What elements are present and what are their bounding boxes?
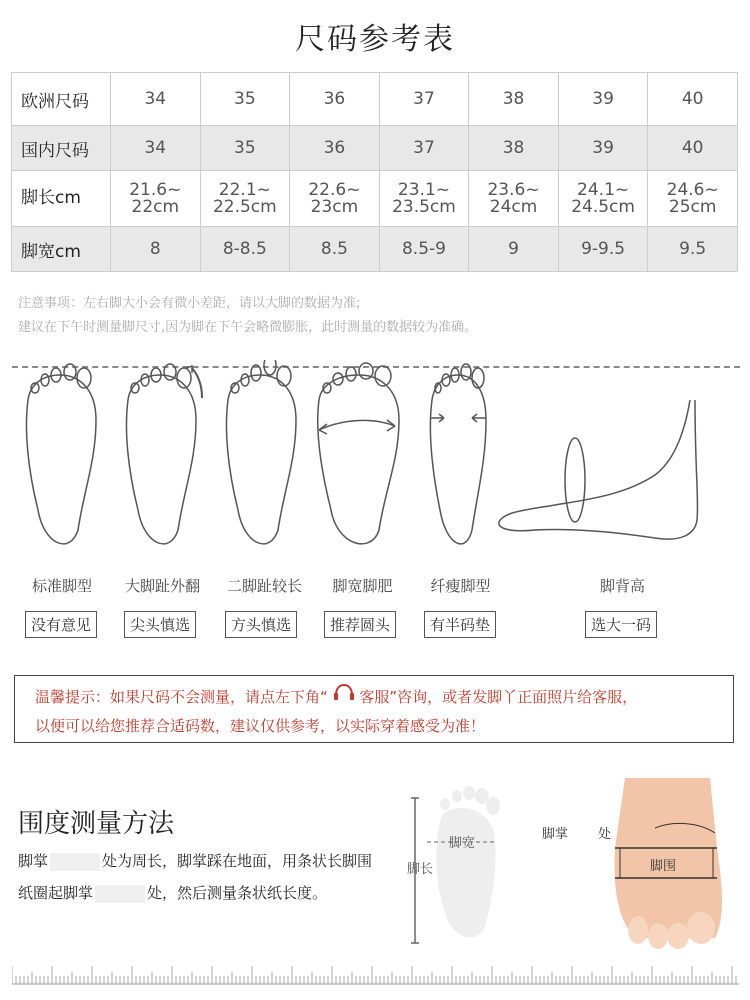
table-cell: 39 [558, 73, 648, 126]
wide-foot-icon [318, 363, 399, 544]
table-cell: 8-8.5 [200, 227, 290, 272]
table-cell: 22.1~ 22.5cm [200, 171, 290, 227]
table-row [12, 73, 738, 126]
svg-text:处: 处 [598, 827, 612, 842]
table-cell: 24.6~ 25cm [648, 171, 738, 227]
row-header: 脚宽cm [12, 227, 111, 272]
standard-foot-icon [26, 364, 96, 544]
footprint-icon [407, 786, 500, 943]
foot-type-label: 标准脚型 [31, 577, 92, 595]
row-header: 欧洲尺码 [12, 73, 111, 126]
table-cell: 23.6~ 24cm [469, 171, 559, 227]
svg-text:脚掌: 脚掌 [542, 827, 569, 842]
svg-text:脚围: 脚围 [650, 859, 677, 874]
headset-icon [333, 683, 355, 712]
tip-line-1: 温馨提示：如果尺码不会测量，请点左下角“ 客服”咨询，或者发脚丫正面照片给客服， [35, 683, 713, 712]
svg-text:脚长: 脚长 [407, 862, 434, 877]
table-cell: 8 [111, 227, 201, 272]
table-cell: 23.1~ 23.5cm [379, 171, 469, 227]
table-cell: 36 [290, 126, 380, 171]
table-cell: 40 [648, 126, 738, 171]
table-cell: 35 [200, 126, 290, 171]
table-cell: 9-9.5 [558, 227, 648, 272]
foot-type-label: 二脚趾较长 [226, 577, 302, 595]
advice-tag: 有半码垫 [424, 611, 496, 638]
foot-girth-icon [542, 778, 722, 949]
table-row [12, 171, 738, 227]
table-cell: 37 [379, 126, 469, 171]
table-cell: 37 [379, 73, 469, 126]
foot-type-label: 脚宽脚肥 [332, 577, 393, 595]
bunion-foot-icon [126, 364, 202, 544]
table-cell: 9.5 [648, 227, 738, 272]
table-cell: 21.6~ 22cm [111, 171, 201, 227]
advice-tag: 没有意见 [25, 611, 97, 638]
slim-foot-icon [430, 364, 486, 544]
table-cell: 24.1~ 24.5cm [558, 171, 648, 227]
measure-text-line-1: 脚掌 处为周长，脚掌踩在地面，用条状长脚围 [18, 852, 373, 870]
size-table [11, 72, 738, 272]
page-title: 尺码参考表 [295, 22, 455, 57]
measure-title: 围度测量方法 [18, 809, 175, 839]
table-cell: 40 [648, 73, 738, 126]
table-row [12, 126, 738, 171]
high-instep-foot-icon [499, 400, 698, 539]
table-cell: 38 [469, 126, 559, 171]
advice-tag: 方头慎选 [225, 611, 297, 638]
table-cell: 34 [111, 126, 201, 171]
long-toe-foot-icon [226, 360, 296, 544]
table-cell: 35 [200, 73, 290, 126]
notice-text: 注意事项：左右脚大小会有微小差距，请以大脚的数据为准; 建议在下午时测量脚尺寸,因为脚在下午会略微膨胀，此时测量的数据较为准确。 [18, 296, 478, 335]
table-cell: 22.6~ 23cm [290, 171, 380, 227]
tip-line-2: 以便可以给您推荐合适码数，建议仅供参考，以实际穿着感受为准！ [35, 717, 486, 735]
foot-type-label: 大脚趾外翻 [124, 577, 200, 595]
svg-text:脚宽: 脚宽 [449, 836, 476, 851]
measure-diagram [405, 778, 740, 953]
foot-type-illustrations [0, 360, 750, 560]
tip-box [14, 675, 734, 743]
table-cell: 8.5 [290, 227, 380, 272]
table-cell: 39 [558, 126, 648, 171]
table-row [12, 227, 738, 272]
table-cell: 34 [111, 73, 201, 126]
table-cell: 38 [469, 73, 559, 126]
foot-type-label: 纤瘦脚型 [430, 577, 491, 595]
row-header: 国内尺码 [12, 126, 111, 171]
foot-type-label: 脚背高 [599, 577, 645, 595]
advice-tag: 选大一码 [585, 611, 657, 638]
measure-text-line-2: 纸圈起脚掌 处，然后测量条状纸长度。 [18, 884, 328, 902]
table-cell: 9 [469, 227, 559, 272]
row-header: 脚长cm [12, 171, 111, 227]
ruler-decoration [12, 962, 739, 987]
advice-tag: 尖头慎选 [124, 611, 196, 638]
advice-tag: 推荐圆头 [324, 611, 396, 638]
table-cell: 36 [290, 73, 380, 126]
table-cell: 8.5-9 [379, 227, 469, 272]
